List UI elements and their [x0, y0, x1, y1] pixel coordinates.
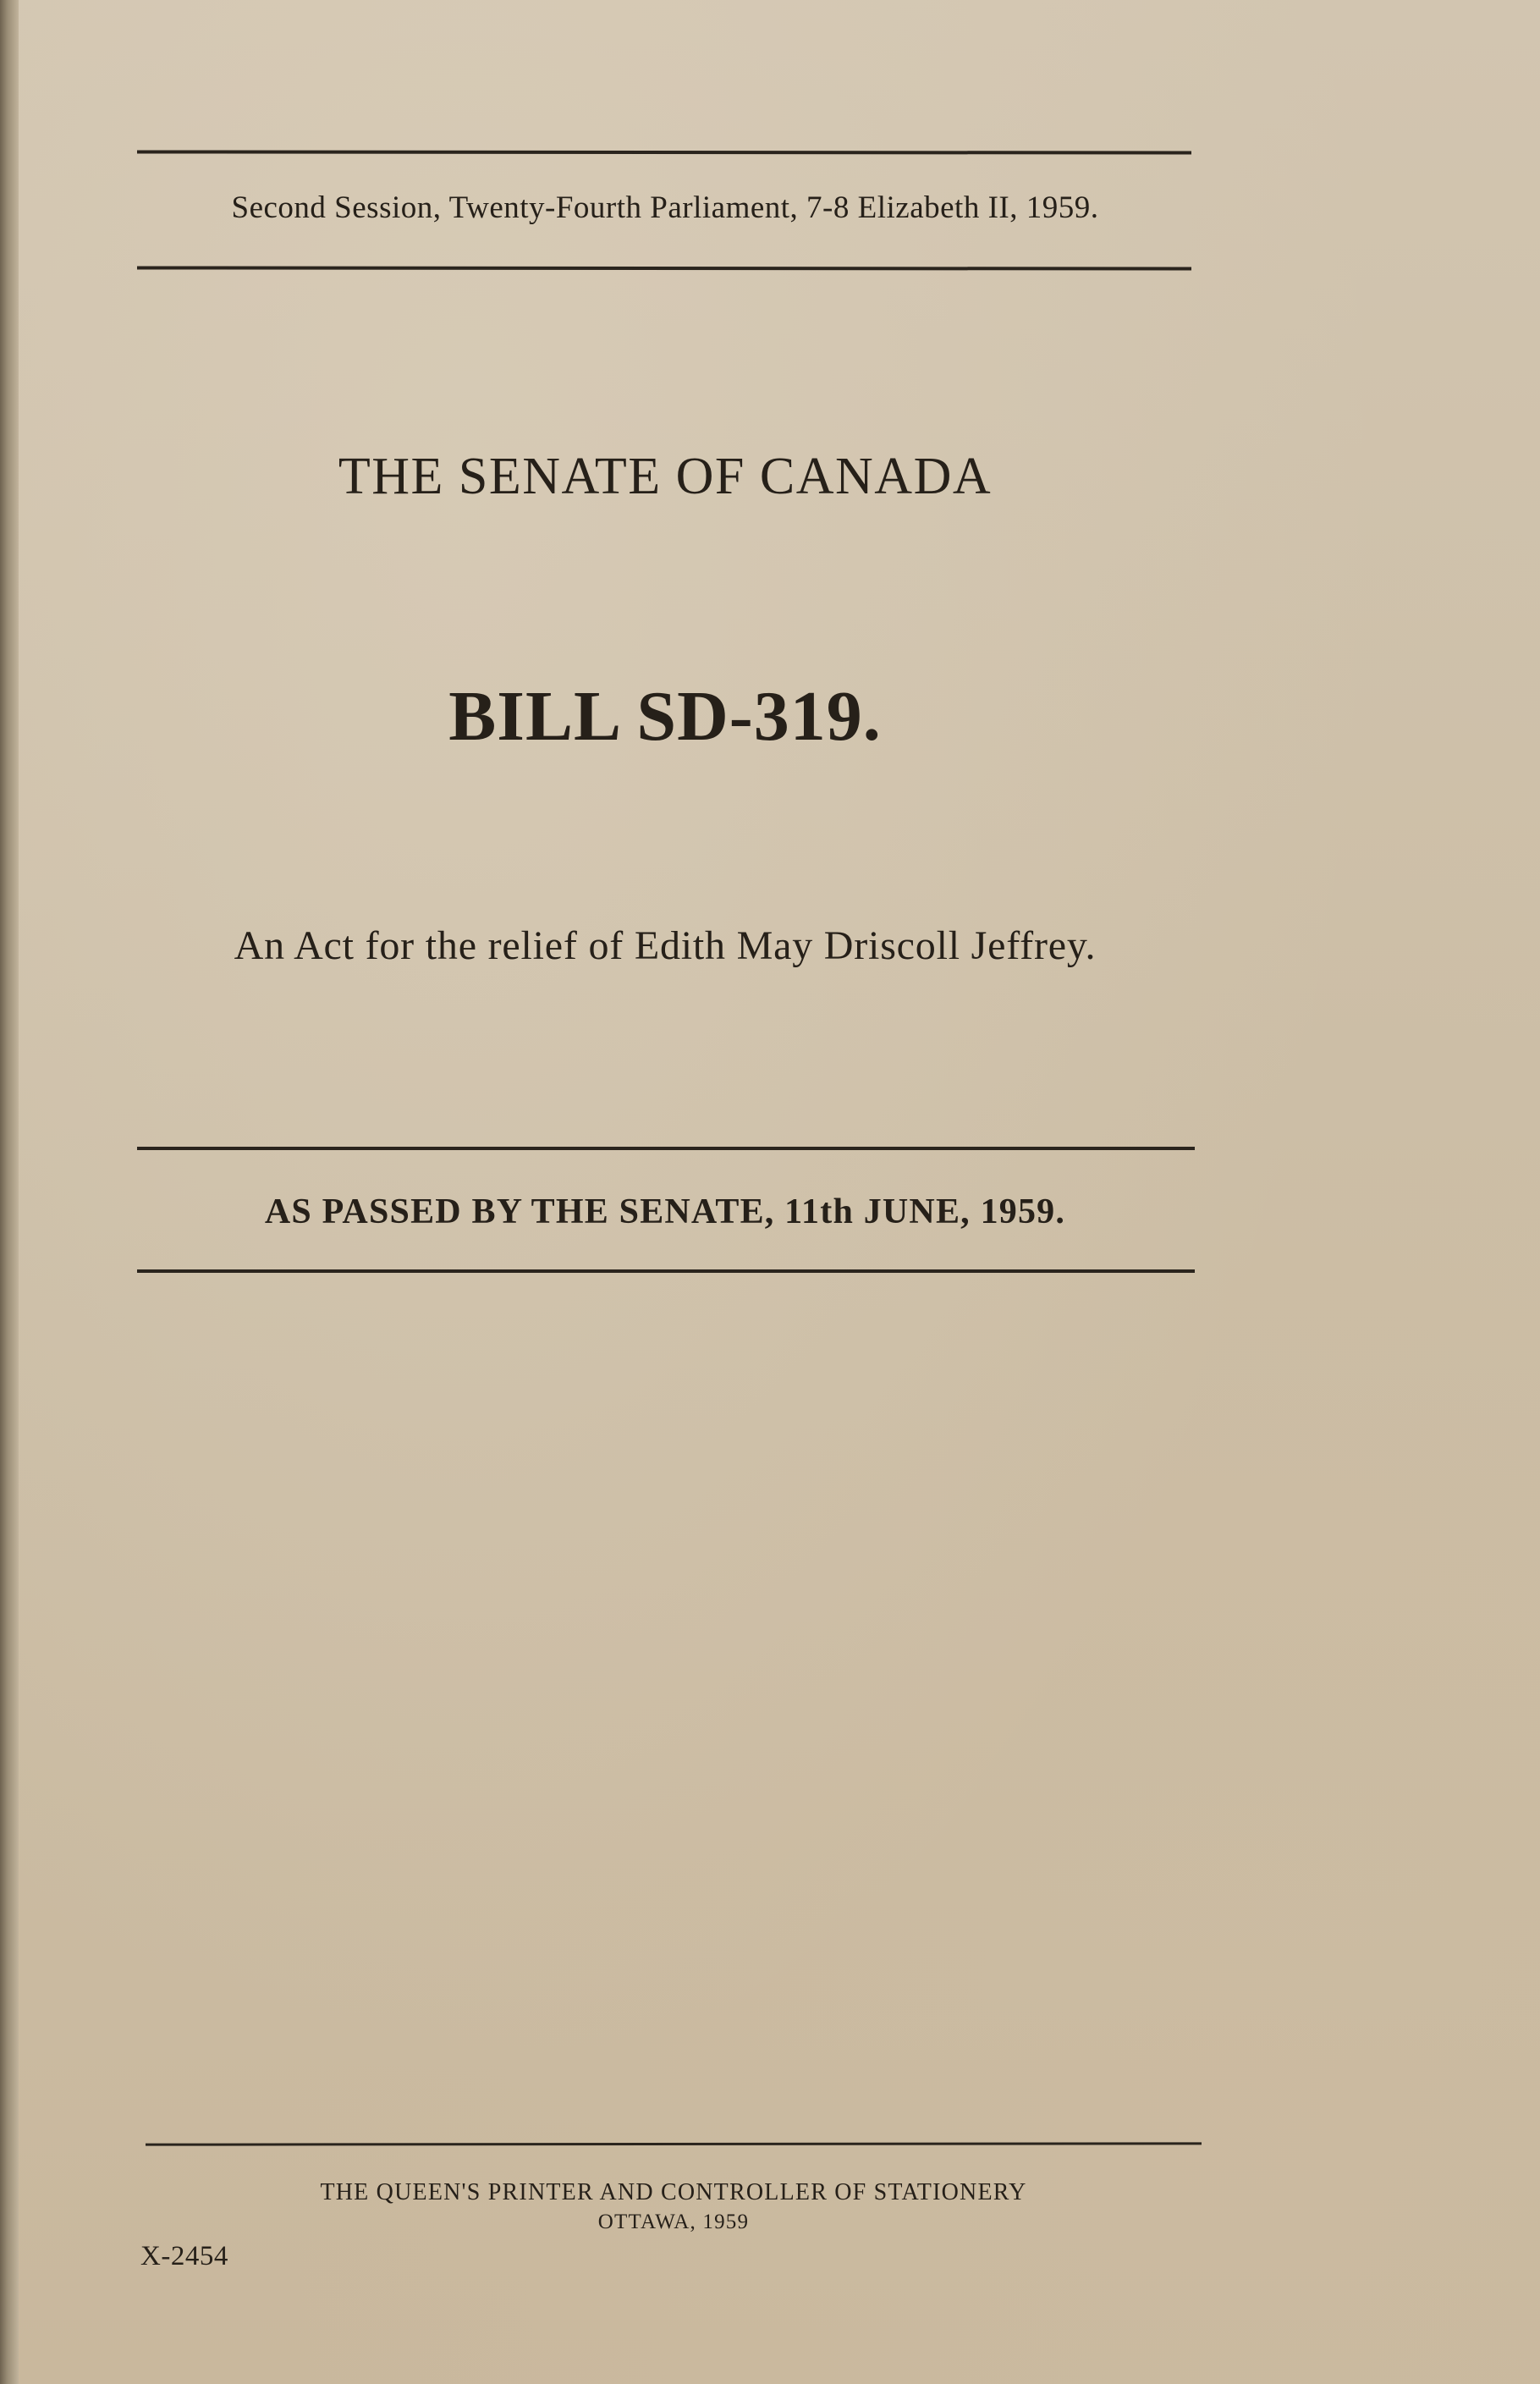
footer-rule — [146, 2142, 1202, 2145]
printer-line: THE QUEEN'S PRINTER AND CONTROLLER OF STATIONERY — [320, 2179, 1027, 2205]
act-title: An Act for the relief of Edith May Driscoll Jeffrey. — [234, 923, 1097, 968]
session-line: Second Session, Twenty-Fourth Parliament, 7-8 Elizabeth II, 1959. — [231, 190, 1099, 225]
senate-title: THE SENATE OF CANADA — [338, 448, 993, 505]
header-bottom-rule — [137, 266, 1191, 270]
city-line: OTTAWA, 1959 — [597, 2211, 750, 2233]
passed-top-rule — [137, 1147, 1195, 1150]
binding-edge — [0, 0, 19, 2384]
header-top-rule — [137, 150, 1191, 154]
document-code: X-2454 — [140, 2241, 228, 2271]
passed-bottom-rule — [137, 1269, 1195, 1273]
passed-line: AS PASSED BY THE SENATE, 11th JUNE, 1959. — [264, 1192, 1066, 1231]
bill-number: BILL SD-319. — [448, 677, 882, 756]
